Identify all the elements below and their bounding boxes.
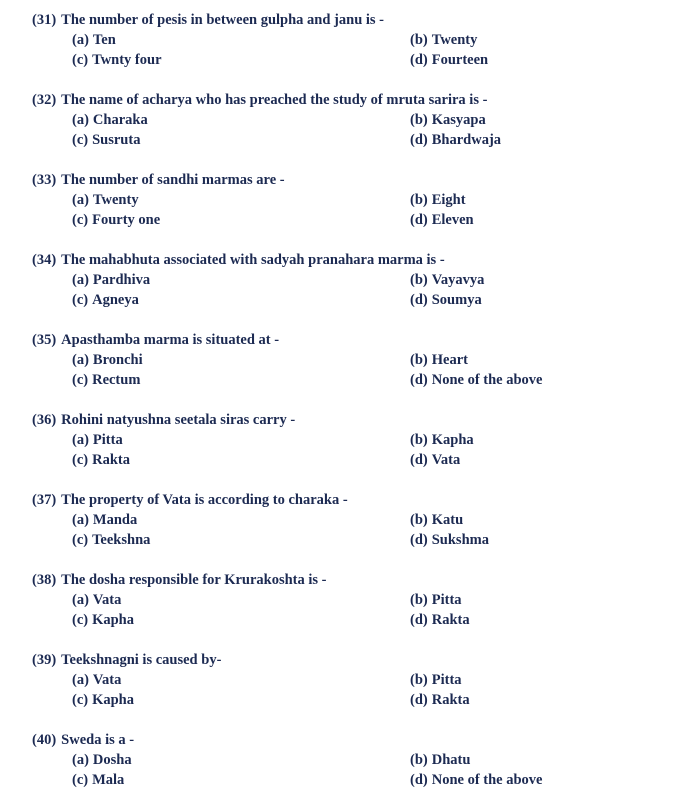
option-d bbox=[410, 290, 676, 310]
option-label: (d) bbox=[410, 452, 428, 468]
option-text: Pitta bbox=[92, 432, 123, 448]
option-label: (a) bbox=[72, 592, 89, 608]
question-number: (33) bbox=[32, 172, 57, 188]
option-a bbox=[72, 30, 410, 50]
option-c bbox=[72, 610, 410, 630]
option-c bbox=[72, 690, 410, 710]
option-label: (a) bbox=[72, 272, 89, 288]
option-text: Kasyapa bbox=[431, 112, 486, 128]
options-grid bbox=[0, 750, 676, 790]
question-block-39 bbox=[0, 650, 676, 710]
option-a bbox=[72, 510, 410, 530]
question-number: (31) bbox=[32, 12, 57, 28]
option-label: (a) bbox=[72, 752, 89, 768]
question-line bbox=[0, 170, 676, 190]
option-a bbox=[72, 350, 410, 370]
option-label: (d) bbox=[410, 52, 428, 68]
option-text: Twenty bbox=[92, 192, 139, 208]
option-text: Vata bbox=[92, 672, 122, 688]
option-text: Soumya bbox=[431, 292, 482, 308]
option-label: (b) bbox=[410, 432, 428, 448]
question-line bbox=[0, 410, 676, 430]
option-label: (c) bbox=[72, 772, 89, 788]
question-number: (38) bbox=[32, 572, 57, 588]
option-label: (d) bbox=[410, 772, 428, 788]
question-text: The number of sandhi marmas are - bbox=[61, 172, 285, 188]
option-label: (a) bbox=[72, 512, 89, 528]
option-label: (c) bbox=[72, 532, 89, 548]
options-grid bbox=[0, 350, 676, 390]
option-c bbox=[72, 50, 410, 70]
option-c bbox=[72, 530, 410, 550]
options-grid bbox=[0, 590, 676, 630]
option-d bbox=[410, 210, 676, 230]
option-label: (c) bbox=[72, 612, 89, 628]
option-label: (b) bbox=[410, 592, 428, 608]
question-number: (35) bbox=[32, 332, 57, 348]
option-text: Kapha bbox=[92, 612, 135, 628]
option-label: (c) bbox=[72, 132, 89, 148]
options-grid bbox=[0, 190, 676, 230]
question-line bbox=[0, 250, 676, 270]
option-text: Vata bbox=[92, 592, 122, 608]
option-label: (b) bbox=[410, 112, 428, 128]
question-block-36 bbox=[0, 410, 676, 470]
question-line bbox=[0, 490, 676, 510]
option-d bbox=[410, 610, 676, 630]
option-label: (a) bbox=[72, 192, 89, 208]
question-block-38 bbox=[0, 570, 676, 630]
question-block-32 bbox=[0, 90, 676, 150]
options-grid bbox=[0, 30, 676, 70]
option-label: (a) bbox=[72, 112, 89, 128]
question-text: Sweda is a - bbox=[61, 732, 135, 748]
question-number: (39) bbox=[32, 652, 57, 668]
option-text: Susruta bbox=[92, 132, 141, 148]
option-label: (a) bbox=[72, 32, 89, 48]
question-block-40 bbox=[0, 730, 676, 790]
option-b bbox=[410, 110, 676, 130]
options-grid bbox=[0, 430, 676, 470]
option-label: (c) bbox=[72, 292, 89, 308]
option-b bbox=[410, 430, 676, 450]
option-b bbox=[410, 190, 676, 210]
option-c bbox=[72, 450, 410, 470]
option-label: (a) bbox=[72, 672, 89, 688]
option-c bbox=[72, 770, 410, 790]
option-text: Twnty four bbox=[92, 52, 162, 68]
options-grid bbox=[0, 110, 676, 150]
option-text: Kapha bbox=[431, 432, 474, 448]
option-label: (b) bbox=[410, 512, 428, 528]
option-text: Twenty bbox=[431, 32, 478, 48]
question-line bbox=[0, 90, 676, 110]
question-line bbox=[0, 330, 676, 350]
question-text: Rohini natyushna seetala siras carry - bbox=[61, 412, 296, 428]
option-text: None of the above bbox=[431, 772, 543, 788]
option-text: Bhardwaja bbox=[431, 132, 502, 148]
option-text: Rakta bbox=[431, 692, 470, 708]
option-a bbox=[72, 590, 410, 610]
option-label: (b) bbox=[410, 192, 428, 208]
option-text: Charaka bbox=[92, 112, 148, 128]
option-b bbox=[410, 750, 676, 770]
question-line bbox=[0, 730, 676, 750]
question-line bbox=[0, 570, 676, 590]
option-c bbox=[72, 370, 410, 390]
option-text: Sukshma bbox=[431, 532, 489, 548]
option-text: Fourty one bbox=[92, 212, 161, 228]
option-label: (d) bbox=[410, 532, 428, 548]
option-a bbox=[72, 190, 410, 210]
option-label: (d) bbox=[410, 292, 428, 308]
option-b bbox=[410, 510, 676, 530]
option-text: Teekshna bbox=[92, 532, 151, 548]
option-text: Pitta bbox=[431, 672, 462, 688]
option-text: Manda bbox=[92, 512, 138, 528]
option-label: (c) bbox=[72, 212, 89, 228]
option-b bbox=[410, 270, 676, 290]
option-text: Katu bbox=[431, 512, 464, 528]
option-b bbox=[410, 30, 676, 50]
option-label: (d) bbox=[410, 612, 428, 628]
option-c bbox=[72, 210, 410, 230]
option-text: Dosha bbox=[92, 752, 132, 768]
question-block-37 bbox=[0, 490, 676, 550]
option-text: Rakta bbox=[92, 452, 130, 468]
option-text: Dhatu bbox=[431, 752, 471, 768]
option-label: (b) bbox=[410, 32, 428, 48]
question-line bbox=[0, 10, 676, 30]
question-line bbox=[0, 650, 676, 670]
option-label: (d) bbox=[410, 132, 428, 148]
option-label: (c) bbox=[72, 372, 89, 388]
option-d bbox=[410, 530, 676, 550]
option-text: Fourteen bbox=[431, 52, 489, 68]
option-label: (a) bbox=[72, 432, 89, 448]
option-text: Ten bbox=[92, 32, 116, 48]
option-a bbox=[72, 750, 410, 770]
question-number: (34) bbox=[32, 252, 57, 268]
question-text: The mahabhuta associated with sadyah pranahara marma is - bbox=[61, 252, 445, 268]
question-number: (37) bbox=[32, 492, 57, 508]
option-label: (c) bbox=[72, 692, 89, 708]
option-text: Pitta bbox=[431, 592, 462, 608]
options-grid bbox=[0, 270, 676, 310]
option-text: Vayavya bbox=[431, 272, 485, 288]
option-label: (d) bbox=[410, 212, 428, 228]
option-a bbox=[72, 670, 410, 690]
question-text: The name of acharya who has preached the study of mruta sarira is - bbox=[61, 92, 488, 108]
option-b bbox=[410, 350, 676, 370]
option-label: (d) bbox=[410, 372, 428, 388]
option-d bbox=[410, 370, 676, 390]
option-label: (a) bbox=[72, 352, 89, 368]
option-text: Rectum bbox=[92, 372, 141, 388]
option-text: Eight bbox=[431, 192, 466, 208]
option-d bbox=[410, 50, 676, 70]
options-grid bbox=[0, 670, 676, 710]
option-text: Vata bbox=[431, 452, 461, 468]
option-text: Bronchi bbox=[92, 352, 143, 368]
option-a bbox=[72, 430, 410, 450]
option-a bbox=[72, 110, 410, 130]
question-text: The property of Vata is according to charaka - bbox=[61, 492, 348, 508]
option-label: (b) bbox=[410, 272, 428, 288]
question-number: (40) bbox=[32, 732, 57, 748]
option-text: None of the above bbox=[431, 372, 543, 388]
options-grid bbox=[0, 510, 676, 550]
question-number: (32) bbox=[32, 92, 57, 108]
question-text: The dosha responsible for Krurakoshta is - bbox=[61, 572, 327, 588]
option-label: (c) bbox=[72, 52, 89, 68]
option-text: Kapha bbox=[92, 692, 135, 708]
question-text: The number of pesis in between gulpha and janu is - bbox=[61, 12, 385, 28]
question-text: Teekshnagni is caused by- bbox=[61, 652, 222, 668]
option-label: (c) bbox=[72, 452, 89, 468]
option-c bbox=[72, 130, 410, 150]
option-text: Rakta bbox=[431, 612, 470, 628]
option-b bbox=[410, 590, 676, 610]
option-d bbox=[410, 450, 676, 470]
option-b bbox=[410, 670, 676, 690]
option-text: Mala bbox=[92, 772, 125, 788]
question-text: Apasthamba marma is situated at - bbox=[61, 332, 280, 348]
option-d bbox=[410, 770, 676, 790]
question-block-34 bbox=[0, 250, 676, 310]
option-label: (b) bbox=[410, 752, 428, 768]
option-label: (b) bbox=[410, 672, 428, 688]
option-text: Pardhiva bbox=[92, 272, 151, 288]
option-text: Eleven bbox=[431, 212, 474, 228]
option-text: Heart bbox=[431, 352, 468, 368]
option-label: (b) bbox=[410, 352, 428, 368]
option-text: Agneya bbox=[92, 292, 139, 308]
option-c bbox=[72, 290, 410, 310]
question-block-33 bbox=[0, 170, 676, 230]
option-d bbox=[410, 130, 676, 150]
question-block-31 bbox=[0, 10, 676, 70]
option-d bbox=[410, 690, 676, 710]
question-number: (36) bbox=[32, 412, 57, 428]
question-block-35 bbox=[0, 330, 676, 390]
option-label: (d) bbox=[410, 692, 428, 708]
option-a bbox=[72, 270, 410, 290]
